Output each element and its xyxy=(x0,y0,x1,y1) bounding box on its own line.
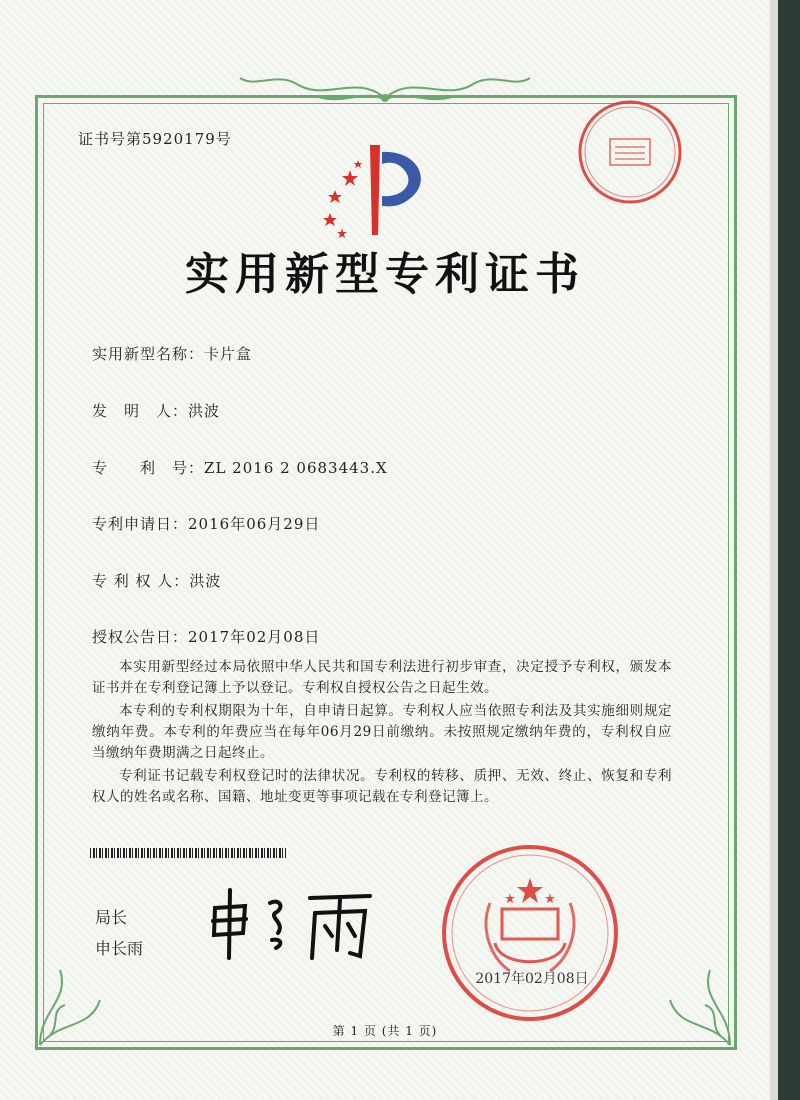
field-utility-model-name: 实用新型名称：卡片盒 xyxy=(92,345,253,363)
patent-office-logo-icon xyxy=(310,140,440,240)
paragraph-grant-statement: 本实用新型经过本局依照中华人民共和国专利法进行初步审查，决定授予专利权，颁发本证书并在专利登记簿上予以登记。专利权自授权公告之日起生效。 xyxy=(92,659,672,696)
tax-seal-stamp xyxy=(575,97,685,207)
top-ornament-icon xyxy=(235,68,535,108)
signatory-name: 申长雨 xyxy=(95,939,144,958)
seal-date: 2017年02月08日 xyxy=(475,971,589,987)
field-grant-date: 授权公告日：2017年02月08日 xyxy=(92,628,321,646)
national-ip-administration-seal xyxy=(440,843,620,1023)
signatory-role: 局长 xyxy=(95,908,128,927)
barcode xyxy=(90,848,286,858)
page-number-footer: 第 1 页 (共 1 页) xyxy=(332,1024,438,1038)
paragraph-legal-status: 专利证书记载专利权登记时的法律状况。专利权的转移、质押、无效、终止、恢复和专利权人的姓名或名称、国籍、地址变更等事项记载在专利登记簿上。 xyxy=(92,768,672,805)
page-edge xyxy=(770,0,800,1100)
handwritten-signature xyxy=(200,878,380,968)
certificate-title: 实用新型专利证书 xyxy=(185,249,585,300)
field-patentee: 专 利 权 人：洪波 xyxy=(92,572,222,590)
field-patent-number: 专 利 号：ZL 2016 2 0683443.X xyxy=(92,459,388,477)
field-application-date: 专利申请日：2016年06月29日 xyxy=(92,515,321,533)
certificate-number: 证书号第5920179号 xyxy=(78,130,232,148)
paragraph-term-fees: 本专利的专利权期限为十年，自申请日起算。专利权人应当依照专利法及其实施细则规定缴纳年费。本专利的年费应当在每年06月29日前缴纳。未按照规定缴纳年费的，专利权自应当缴纳年费期满之日起终止。 xyxy=(92,703,672,761)
field-inventor: 发 明 人：洪波 xyxy=(92,402,221,420)
